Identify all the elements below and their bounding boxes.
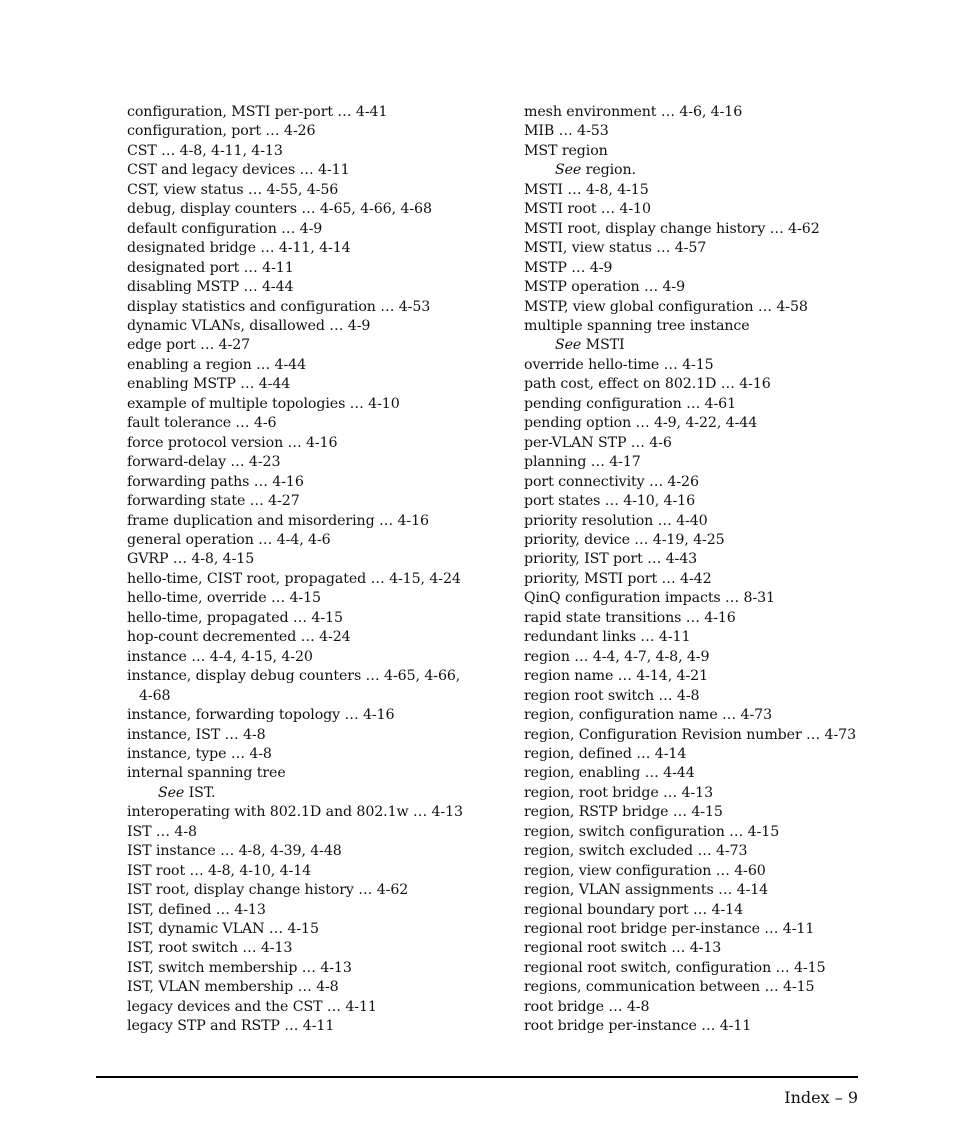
index-entry-text: example of multiple topologies … 4-10 xyxy=(127,395,400,412)
index-entry xyxy=(127,648,487,667)
index-entry xyxy=(524,317,864,336)
index-entry-text: instance … 4-4, 4-15, 4-20 xyxy=(127,648,313,665)
index-entry-text: QinQ configuration impacts … 8-31 xyxy=(524,590,775,607)
index-entry-text: root bridge per-instance … 4-11 xyxy=(524,1018,752,1035)
see-label: See xyxy=(158,784,185,801)
index-entry xyxy=(127,939,487,958)
index-entry xyxy=(127,103,487,122)
index-entry-text: disabling MSTP … 4-44 xyxy=(127,279,294,296)
index-entry-text: configuration, port … 4-26 xyxy=(127,123,316,140)
index-entry-text: region, Configuration Revision number … 4-73 xyxy=(524,726,857,743)
index-entry-text: IST, defined … 4-13 xyxy=(127,901,266,918)
index-entry-text: regions, communication between … 4-15 xyxy=(524,979,815,996)
index-entry-text: region name … 4-14, 4-21 xyxy=(524,668,709,685)
index-entry xyxy=(524,687,864,706)
index-entry-text: per-VLAN STP … 4-6 xyxy=(524,434,672,451)
index-entry-text: IST root, display change history … 4-62 xyxy=(127,882,409,899)
index-entry xyxy=(524,550,864,569)
index-see-reference xyxy=(127,784,487,803)
index-entry-text: MIB … 4-53 xyxy=(524,123,609,140)
index-entry-text: region, defined … 4-14 xyxy=(524,745,687,762)
index-entry-text: legacy devices and the CST … 4-11 xyxy=(127,998,377,1015)
index-entry xyxy=(524,784,864,803)
index-entry-text: port connectivity … 4-26 xyxy=(524,473,699,490)
index-entry xyxy=(524,298,864,317)
see-label: See xyxy=(555,162,582,179)
index-entry-text: root bridge … 4-8 xyxy=(524,998,650,1015)
index-entry xyxy=(127,959,487,978)
index-entry xyxy=(127,667,487,706)
index-entry-text: mesh environment … 4-6, 4-16 xyxy=(524,104,743,120)
index-entry-text: forwarding paths … 4-16 xyxy=(127,473,304,490)
index-entry xyxy=(524,278,864,297)
index-entry xyxy=(127,492,487,511)
index-entry-text: instance, forwarding topology … 4-16 xyxy=(127,707,395,724)
index-entry-text: port states … 4-10, 4-16 xyxy=(524,493,696,510)
index-entry-text: MSTP operation … 4-9 xyxy=(524,279,685,296)
index-entry xyxy=(524,648,864,667)
index-entry xyxy=(127,609,487,628)
index-entry xyxy=(127,298,487,317)
index-entry-text: override hello-time … 4-15 xyxy=(524,356,714,373)
index-entry xyxy=(524,862,864,881)
index-entry-text: priority, MSTI port … 4-42 xyxy=(524,570,712,587)
index-entry xyxy=(127,512,487,531)
index-entry xyxy=(127,278,487,297)
index-entry-text: CST and legacy devices … 4-11 xyxy=(127,162,350,179)
index-entry-text: designated bridge … 4-11, 4-14 xyxy=(127,240,351,257)
index-entry-text: region, root bridge … 4-13 xyxy=(524,784,714,801)
page-footer-label: Index – 9 xyxy=(784,1088,858,1107)
index-entry xyxy=(127,239,487,258)
index-entry xyxy=(127,823,487,842)
index-entry xyxy=(524,239,864,258)
index-entry-text: pending option … 4-9, 4-22, 4-44 xyxy=(524,415,758,432)
index-entry xyxy=(127,200,487,219)
index-entry xyxy=(524,589,864,608)
index-entry-text: legacy STP and RSTP … 4-11 xyxy=(127,1018,335,1035)
index-entry xyxy=(127,1017,487,1036)
index-entry-text: regional root switch, configuration … 4-15 xyxy=(524,959,826,976)
index-entry-text: MSTP, view global configuration … 4-58 xyxy=(524,298,808,315)
index-entry-text: display statistics and configuration … 4-53 xyxy=(127,298,431,315)
index-entry-text: regional root switch … 4-13 xyxy=(524,940,722,957)
index-entry-text: regional root bridge per-instance … 4-11 xyxy=(524,921,815,938)
index-entry xyxy=(524,142,864,161)
index-entry xyxy=(127,395,487,414)
index-entry xyxy=(127,570,487,589)
index-see-reference xyxy=(524,161,864,180)
index-entry-text: debug, display counters … 4-65, 4-66, 4-68 xyxy=(127,201,432,218)
index-entry xyxy=(127,142,487,161)
index-entry xyxy=(127,589,487,608)
index-entry-text: MST region xyxy=(524,142,608,159)
index-entry xyxy=(524,395,864,414)
index-entry xyxy=(127,920,487,939)
index-entry xyxy=(127,628,487,647)
index-entry-text: region, switch configuration … 4-15 xyxy=(524,823,780,840)
index-entry xyxy=(524,978,864,997)
index-entry-text: frame duplication and misordering … 4-16 xyxy=(127,512,429,529)
index-entry-text: IST, root switch … 4-13 xyxy=(127,940,293,957)
index-entry xyxy=(524,901,864,920)
index-entry xyxy=(127,706,487,725)
see-target: region. xyxy=(585,162,636,179)
see-target: IST. xyxy=(188,784,216,801)
index-entry xyxy=(524,356,864,375)
index-entry-text: IST … 4-8 xyxy=(127,823,197,840)
index-entry xyxy=(524,453,864,472)
index-entry-text: designated port … 4-11 xyxy=(127,259,294,276)
index-entry xyxy=(524,764,864,783)
index-entry xyxy=(524,959,864,978)
index-entry xyxy=(524,667,864,686)
index-entry-text: redundant links … 4-11 xyxy=(524,629,691,646)
index-entry-text: instance, IST … 4-8 xyxy=(127,726,266,743)
index-entry xyxy=(524,803,864,822)
index-entry-text: priority resolution … 4-40 xyxy=(524,512,708,529)
index-entry-text: internal spanning tree xyxy=(127,765,286,782)
index-entry-text: planning … 4-17 xyxy=(524,454,641,471)
index-entry-text: hop-count decremented … 4-24 xyxy=(127,629,351,646)
index-entry-text: instance, display debug counters … 4-65, 4-66, xyxy=(127,668,461,685)
index-entry-text: region, view configuration … 4-60 xyxy=(524,862,766,879)
index-entry xyxy=(524,609,864,628)
index-entry-text: region, switch excluded … 4-73 xyxy=(524,843,748,860)
index-entry-text: MSTI root, display change history … 4-62 xyxy=(524,220,820,237)
index-entry xyxy=(127,978,487,997)
index-entry xyxy=(127,901,487,920)
footer-rule xyxy=(96,1076,858,1078)
index-entry xyxy=(127,259,487,278)
index-entry-text: default configuration … 4-9 xyxy=(127,220,323,237)
see-target: MSTI xyxy=(585,337,625,354)
index-entry-text: instance, type … 4-8 xyxy=(127,745,272,762)
index-entry-text: region, RSTP bridge … 4-15 xyxy=(524,804,723,821)
index-entry-text: GVRP … 4-8, 4-15 xyxy=(127,551,255,568)
index-entry-text: hello-time, override … 4-15 xyxy=(127,590,321,607)
index-entry-text: CST, view status … 4-55, 4-56 xyxy=(127,181,339,198)
index-entry xyxy=(524,998,864,1017)
index-entry xyxy=(524,628,864,647)
index-entry-text: dynamic VLANs, disallowed … 4-9 xyxy=(127,317,371,334)
index-entry xyxy=(127,881,487,900)
index-entry xyxy=(127,803,487,822)
index-entry xyxy=(524,200,864,219)
index-entry xyxy=(127,122,487,141)
index-entry xyxy=(127,862,487,881)
index-entry xyxy=(127,764,487,783)
index-entry-text: enabling MSTP … 4-44 xyxy=(127,376,291,393)
index-entry xyxy=(127,745,487,764)
index-entry xyxy=(524,220,864,239)
index-entry-text: configuration, MSTI per-port … 4-41 xyxy=(127,104,388,120)
index-entry xyxy=(127,414,487,433)
index-entry-text: edge port … 4-27 xyxy=(127,337,251,354)
index-entry-text: pending configuration … 4-61 xyxy=(524,395,737,412)
index-entry-text: regional boundary port … 4-14 xyxy=(524,901,744,918)
index-entry xyxy=(127,375,487,394)
index-entry-text: force protocol version … 4-16 xyxy=(127,434,338,451)
index-entry xyxy=(127,726,487,745)
index-entry-text: IST, VLAN membership … 4-8 xyxy=(127,979,339,996)
index-entry xyxy=(524,103,864,122)
index-entry-text: MSTI … 4-8, 4-15 xyxy=(524,181,649,198)
index-entry xyxy=(524,512,864,531)
index-entry xyxy=(524,726,864,745)
index-column-right xyxy=(524,103,864,1037)
index-entry-text: region … 4-4, 4-7, 4-8, 4-9 xyxy=(524,648,710,665)
index-entry-text: general operation … 4-4, 4-6 xyxy=(127,531,331,548)
index-entry xyxy=(524,823,864,842)
index-entry xyxy=(127,434,487,453)
index-entry xyxy=(127,161,487,180)
index-entry xyxy=(127,453,487,472)
index-see-reference xyxy=(524,336,864,355)
index-entry xyxy=(127,531,487,550)
index-entry-continuation: 4-68 xyxy=(139,687,171,704)
index-entry xyxy=(127,842,487,861)
index-entry xyxy=(524,473,864,492)
index-entry xyxy=(127,220,487,239)
index-entry-text: hello-time, propagated … 4-15 xyxy=(127,609,343,626)
index-entry xyxy=(524,842,864,861)
index-entry xyxy=(127,181,487,200)
index-entry xyxy=(127,998,487,1017)
index-entry xyxy=(524,1017,864,1036)
index-entry xyxy=(524,375,864,394)
index-entry-text: rapid state transitions … 4-16 xyxy=(524,609,736,626)
index-entry-text: region root switch … 4-8 xyxy=(524,687,700,704)
index-entry-text: MSTP … 4-9 xyxy=(524,259,613,276)
index-entry xyxy=(524,414,864,433)
index-entry xyxy=(524,881,864,900)
index-entry xyxy=(524,920,864,939)
index-entry-text: IST, switch membership … 4-13 xyxy=(127,959,352,976)
index-entry-text: region, configuration name … 4-73 xyxy=(524,707,773,724)
index-entry xyxy=(524,745,864,764)
index-entry-text: IST, dynamic VLAN … 4-15 xyxy=(127,921,319,938)
index-entry-text: CST … 4-8, 4-11, 4-13 xyxy=(127,142,283,159)
index-entry-text: MSTI root … 4-10 xyxy=(524,201,651,218)
index-entry xyxy=(524,259,864,278)
index-entry xyxy=(524,122,864,141)
index-entry-text: path cost, effect on 802.1D … 4-16 xyxy=(524,376,771,393)
see-label: See xyxy=(555,337,582,354)
index-entry xyxy=(524,531,864,550)
index-entry xyxy=(524,434,864,453)
index-entry xyxy=(127,356,487,375)
index-entry-text: region, VLAN assignments … 4-14 xyxy=(524,882,769,899)
index-entry-text: IST root … 4-8, 4-10, 4-14 xyxy=(127,862,312,879)
index-entry xyxy=(524,706,864,725)
index-entry-text: MSTI, view status … 4-57 xyxy=(524,240,707,257)
index-entry-text: fault tolerance … 4-6 xyxy=(127,415,277,432)
index-entry-text: enabling a region … 4-44 xyxy=(127,356,307,373)
index-entry xyxy=(524,181,864,200)
index-entry xyxy=(127,317,487,336)
index-entry xyxy=(524,492,864,511)
index-entry xyxy=(127,550,487,569)
index-entry-text: IST instance … 4-8, 4-39, 4-48 xyxy=(127,843,342,860)
index-entry-text: hello-time, CIST root, propagated … 4-15, 4-24 xyxy=(127,570,461,587)
index-entry-text: multiple spanning tree instance xyxy=(524,317,750,334)
index-entry-text: priority, device … 4-19, 4-25 xyxy=(524,531,725,548)
index-entry-text: interoperating with 802.1D and 802.1w … 4-13 xyxy=(127,804,463,821)
index-column-left xyxy=(127,103,487,1037)
index-entry-text: priority, IST port … 4-43 xyxy=(524,551,698,568)
index-entry-text: region, enabling … 4-44 xyxy=(524,765,695,782)
index-entry xyxy=(127,473,487,492)
index-entry xyxy=(127,336,487,355)
index-entry-text: forward-delay … 4-23 xyxy=(127,454,281,471)
index-entry-text: forwarding state … 4-27 xyxy=(127,493,300,510)
index-entry xyxy=(524,570,864,589)
index-entry xyxy=(524,939,864,958)
